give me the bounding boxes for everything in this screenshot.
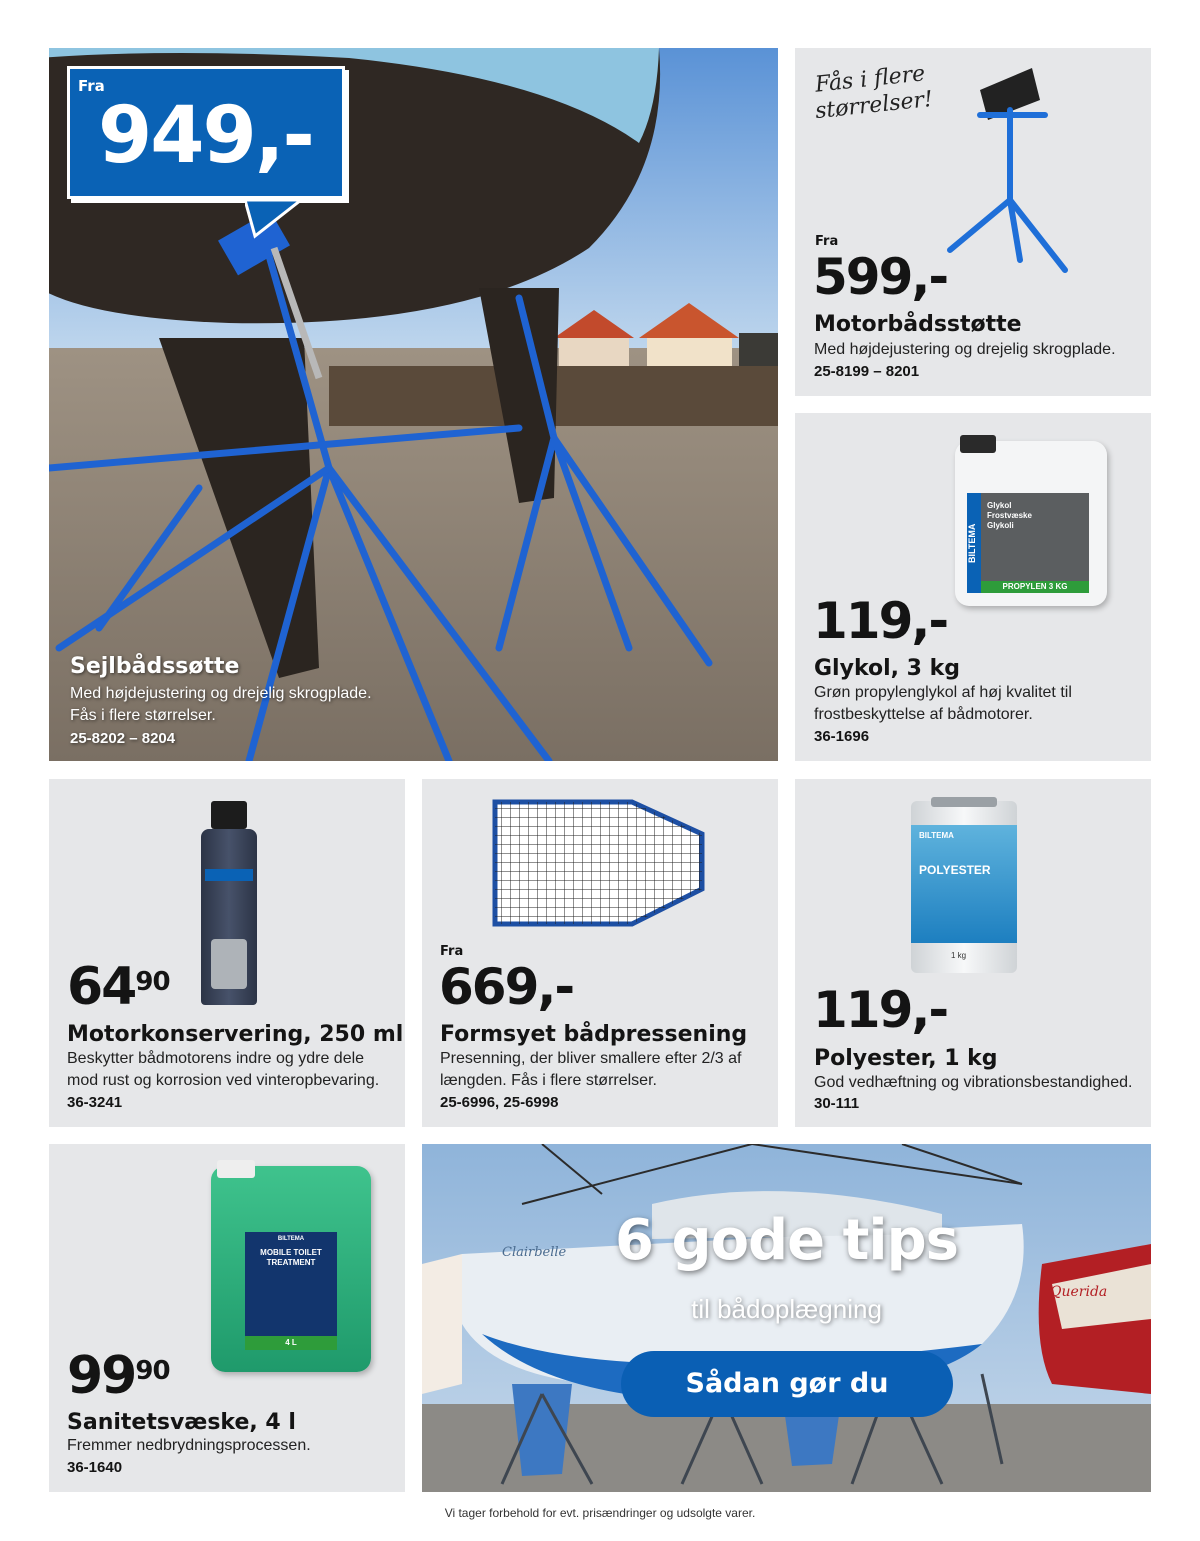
motorboat-stand-tile[interactable] [795,48,1151,396]
label-size: 4 L [245,1336,337,1350]
engine-preservation-tile[interactable] [49,779,405,1127]
product-desc-line-2: længden. Fås i flere størrelser. [440,1072,657,1089]
tips-banner[interactable] [422,1144,1151,1492]
sizes-note-line-2: størrelser! [813,86,935,125]
boat-name-right: Querida [1050,1284,1108,1300]
product-name: Sanitetsvæske, 4 l [67,1410,296,1435]
price: 669,- [439,958,574,1016]
footer-disclaimer: Vi tager forbehold for evt. prisændringer og udsolgte varer. [444,1506,756,1520]
price-bubble [67,66,345,199]
sizes-note-line-1: Fås i flere [813,61,927,98]
bottle-image [201,801,257,1005]
price: 119,- [813,592,948,650]
price: 119,- [813,981,948,1039]
price-main: 99 [67,1346,136,1406]
label-weight: 1 kg [951,951,967,960]
product-name: Motorbådsstøtte [814,312,1022,337]
product-desc: Med højdejustering og drejelig skrogplade. [814,341,1116,358]
brand-label: BILTEMA [919,831,954,840]
product-name: Sejlbådssøtte [70,654,240,679]
boat-name-left: Clairbelle [502,1245,567,1260]
hero-tile[interactable] [49,48,778,761]
boat-cover-image [492,799,707,929]
product-name: Formsyet bådpressening [440,1022,748,1047]
label-line-1: Glykol [987,501,1012,510]
product-name: Glykol, 3 kg [814,656,960,681]
article-number: 25-8202 – 8204 [70,730,176,747]
product-desc-line-2: frostbeskyttelse af bådmotorer. [814,706,1033,723]
brand-label: BILTEMA [967,493,981,593]
product-name: Motorkonservering, 250 ml [67,1022,404,1047]
label-title: MOBILE TOILET TREATMENT [260,1248,322,1267]
product-desc-line-2: mod rust og korrosion ved vinteropbevaring. [67,1072,380,1089]
article-number: 36-1640 [67,1459,123,1476]
product-desc-line-1: Presenning, der bliver smallere efter 2/3 af [440,1050,742,1067]
motorboat-stand-image [940,60,1080,290]
article-number: 36-1696 [814,728,870,745]
price: 949,- [98,91,313,181]
product-desc-line-1: Grøn propylenglykol af høj kvalitet til [814,684,1072,701]
label-title: POLYESTER [919,863,991,877]
article-number: 36-3241 [67,1094,123,1111]
product-desc: Fremmer nedbrydningsprocessen. [67,1437,311,1454]
glycol-canister-image [955,441,1107,606]
product-desc-line-2: Fås i flere størrelser. [70,707,216,724]
price-prefix: Fra [440,944,464,959]
price-decimals: 90 [135,1355,170,1386]
price-main: 64 [67,957,136,1017]
polyester-can-image [911,801,1017,973]
product-desc-line-1: Beskytter bådmotorens indre og ydre dele [67,1050,365,1067]
polyester-tile[interactable] [795,779,1151,1127]
price-prefix: Fra [815,234,839,249]
label-line-2: Frostvæske [987,511,1032,520]
boat-cover-tile[interactable] [422,779,778,1127]
brand-label: BILTEMA [277,1236,305,1242]
price-prefix: Fra [78,77,105,95]
tips-title: 6 gode tips [615,1208,958,1273]
product-desc-line-1: Med højdejustering og drejelig skrogplade. [70,685,372,702]
sanitary-fluid-tile[interactable] [49,1144,405,1492]
glycol-tile[interactable] [795,413,1151,761]
bubble-pointer-icon [245,200,305,240]
product-desc: God vedhæftning og vibrationsbestandighed. [814,1074,1133,1091]
article-number: 25-8199 – 8201 [814,363,920,380]
price-decimals: 90 [135,966,170,997]
price [67,1346,170,1406]
how-to-button[interactable]: Sådan gør du [621,1351,953,1417]
sanitary-canister-image [211,1166,371,1372]
article-number: 30-111 [814,1095,860,1112]
product-name: Polyester, 1 kg [814,1046,998,1071]
price [67,957,170,1017]
price: 599,- [813,248,948,306]
tips-subtitle: til bådoplægning [691,1294,882,1324]
article-number: 25-6996, 25-6998 [440,1094,559,1111]
label-line-3: Glykoli [987,521,1014,530]
label-bottom: PROPYLEN 3 KG [981,581,1089,593]
